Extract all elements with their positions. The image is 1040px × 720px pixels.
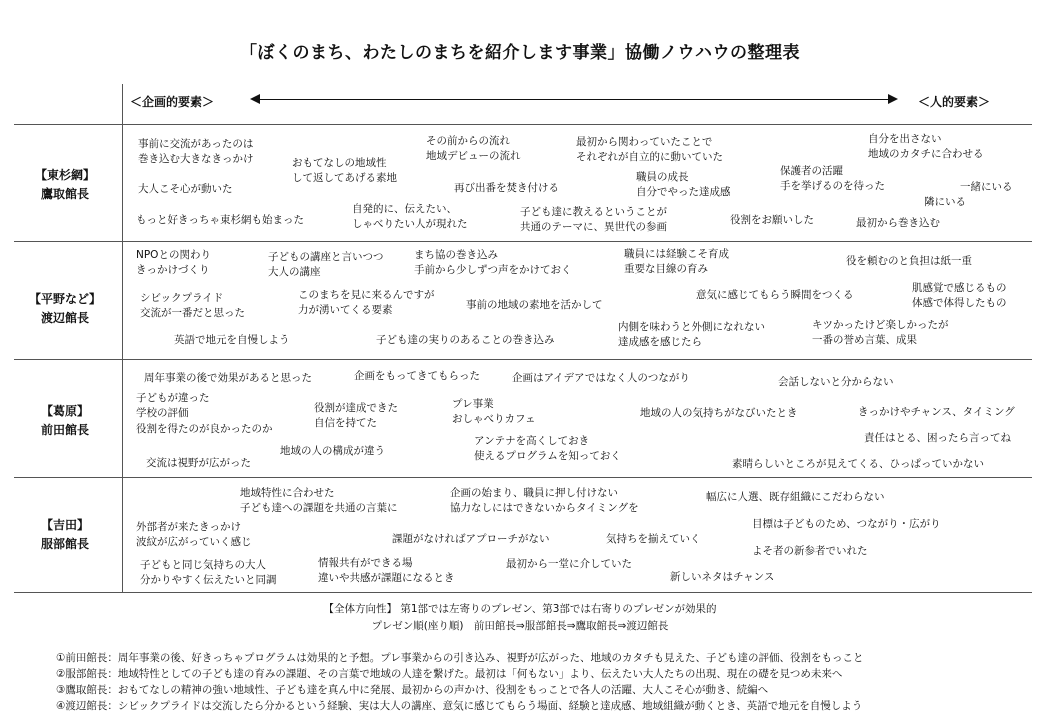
row-label-hattori xyxy=(14,516,116,554)
axis-left-label: ＜企画的要素＞ xyxy=(130,95,215,109)
note: 交流は視野が広がった xyxy=(146,457,251,469)
note: プレ事業 おしゃべりカフェ xyxy=(452,398,536,425)
note: 幅広に人選、既存組織にこだわらない xyxy=(706,491,885,503)
row-label-maeda xyxy=(14,402,116,440)
note: キツかったけど楽しかったが 一番の誉め言葉、成果 xyxy=(812,319,949,346)
note: アンテナを高くしておき 使えるプログラムを知っておく xyxy=(474,435,621,462)
note: 一緒にいる 隣にいる xyxy=(924,181,1013,208)
right-arrow-icon xyxy=(888,94,898,104)
table-rule xyxy=(14,241,1032,242)
note: 内側を味わうと外側になれない 達成感を感じたら xyxy=(618,321,765,348)
note: 職員の成長 自分でやった達成感 xyxy=(636,171,731,198)
note: 子どもが違った 学校の評価 xyxy=(136,392,210,419)
table-rule xyxy=(14,359,1032,360)
note: 再び出番を焚き付ける xyxy=(454,182,559,194)
note: 情報共有ができる場 違いや共感が課題になるとき xyxy=(318,557,455,584)
note: 意気に感じてもらう瞬間をつくる xyxy=(696,289,854,301)
note: 役割をお願いした xyxy=(730,214,814,226)
note: おもてなしの地域性 して返してあげる素地 xyxy=(292,157,397,184)
note: 役を頼むのと負担は紙一重 xyxy=(846,255,972,267)
document-title: 「ぼくのまち、わたしのまちを紹介します事業」協働ノウハウの整理表 xyxy=(240,43,800,63)
table-rule xyxy=(14,477,1032,478)
note: 会話しないと分からない xyxy=(778,376,894,388)
row-label-line: 服部館長 xyxy=(40,537,89,551)
summary-direction: 【全体方向性】 第1部では左寄りのプレゼン、第3部では右寄りのプレゼンが効果的 xyxy=(323,603,717,615)
note: NPOとの関わり きっかけづくり xyxy=(136,249,211,276)
note: 子ども達に教えるということが 共通のテーマに、異世代の参画 xyxy=(520,206,667,233)
note: もっと好きっちゃ東杉網も始まった xyxy=(136,214,304,226)
footnote-watanabe: ④渡辺館長：シビックプライドは交流したら分かるという経験、実は大人の講座、意気に感じてもらう場面、経験と達成感、地域組織が動くとき、英語で地元を自慢しよう xyxy=(56,700,863,712)
note: まち協の巻き込み 手前から少しずつ声をかけておく xyxy=(414,249,572,276)
note: 気持ちを揃えていく xyxy=(606,533,701,545)
note: 企画はアイデアではなく人のつながり xyxy=(512,372,690,384)
note: 企画をもってきてもらった xyxy=(354,370,480,382)
note: 保護者の活躍 手を挙げるのを待った xyxy=(780,165,885,192)
note: 地域特性に合わせた 子ども達への課題を共通の言葉に xyxy=(240,487,398,514)
note: 自発的に、伝えたい、 しゃべりたい人が現れた xyxy=(352,203,468,230)
table-rule xyxy=(14,592,1032,593)
note: 新しいネタはチャンス xyxy=(670,571,775,583)
summary-order: プレゼン順(座り順) 前田館長⇒服部館長⇒鷹取館長⇒渡辺館長 xyxy=(371,620,669,632)
note: シビックプライド 交流が一番だと思った xyxy=(140,292,245,319)
note: 責任はとる、困ったら言ってね xyxy=(864,432,1011,444)
note: 役割が達成できた 自信を持てた xyxy=(314,402,398,429)
row-label-line: 鷹取館長 xyxy=(40,187,89,201)
note: 肌感覚で感じるもの 体感で体得したもの xyxy=(912,282,1007,309)
note: 目標は子どものため、つながり・広がり xyxy=(752,518,941,530)
note: 地域の人の気持ちがなびいたとき xyxy=(640,407,798,419)
note: 事前に交流があったのは 巻き込む大きなきっかけ xyxy=(138,138,254,165)
note: 大人こそ心が動いた xyxy=(138,183,233,195)
note: 子ども達の実りのあることの巻き込み xyxy=(376,334,555,346)
note: 子どもの講座と言いつつ 大人の講座 xyxy=(268,251,384,278)
footnote-takatori: ③鷹取館長：おもてなしの精神の強い地域性、子ども達を真ん中に発展、最初からの声かけ、役割をもっことで各人の活躍、大人こそ心が動き、続編へ xyxy=(56,684,769,696)
note: 自分を出さない 地域のカタチに合わせる xyxy=(868,133,984,160)
table-rule xyxy=(14,124,1032,125)
footnote-hattori: ②服部館長：地域特性としての子ども達の育みの課題、その言葉で地域の人達を繋げた。最初は「何もない」より、伝えたい大人たちの出現、現在の礎を見つめ未来へ xyxy=(56,668,843,680)
row-label-line: 【平野など】 xyxy=(28,292,101,306)
row-label-line: 前田館長 xyxy=(40,423,89,437)
note: その前からの流れ 地域デビューの流れ xyxy=(426,135,521,162)
note: 最初から一堂に介していた xyxy=(506,558,632,570)
note: 課題がなければアプローチがない xyxy=(392,533,550,545)
note: 役割を得たのが良かったのか xyxy=(136,423,273,435)
axis-right-label: ＜人的要素＞ xyxy=(918,95,991,109)
note: 英語で地元を自慢しよう xyxy=(174,334,290,346)
note: 素晴らしいところが見えてくる、ひっぱっていかない xyxy=(732,458,984,470)
table-column-divider xyxy=(122,84,123,592)
note: 周年事業の後で効果があると思った xyxy=(144,372,312,384)
note: 企画の始まり、職員に押し付けない 協力なしにはできないからタイミングを xyxy=(450,487,639,514)
note: このまちを見に来るんですが 力が湧いてくる要素 xyxy=(298,289,435,316)
note: 地域の人の構成が違う xyxy=(280,445,385,457)
row-label-line: 【葛原】 xyxy=(40,404,89,418)
row-label-takatori xyxy=(14,166,116,204)
row-label-line: 渡辺館長 xyxy=(40,311,89,325)
axis-arrow-line xyxy=(252,99,892,100)
note: 子どもと同じ気持ちの大人 分かりやすく伝えたいと同調 xyxy=(140,559,277,586)
note: 最初から巻き込む xyxy=(856,217,940,229)
note: 事前の地域の素地を活かして xyxy=(466,299,603,311)
note: 職員には経験こそ育成 重要な目線の育み xyxy=(624,248,729,275)
note: きっかけやチャンス、タイミング xyxy=(858,406,1015,418)
note: 外部者が来たきっかけ 波紋が広がっていく感じ xyxy=(136,521,252,548)
row-label-watanabe xyxy=(14,290,116,328)
footnote-maeda: ①前田館長：周年事業の後、好きっちゃプログラムは効果的と予想。プレ事業からの引き込み、視野が広がった、地域のカタチも見えた、子ども達の評価、役割をもっこと xyxy=(56,652,864,664)
row-label-line: 【東杉網】 xyxy=(34,168,95,182)
note: 最初から関わっていたことで それぞれが自立的に動いていた xyxy=(576,136,723,163)
row-label-line: 【吉田】 xyxy=(40,518,89,532)
note: よそ者の新参者でいれた xyxy=(752,545,868,557)
